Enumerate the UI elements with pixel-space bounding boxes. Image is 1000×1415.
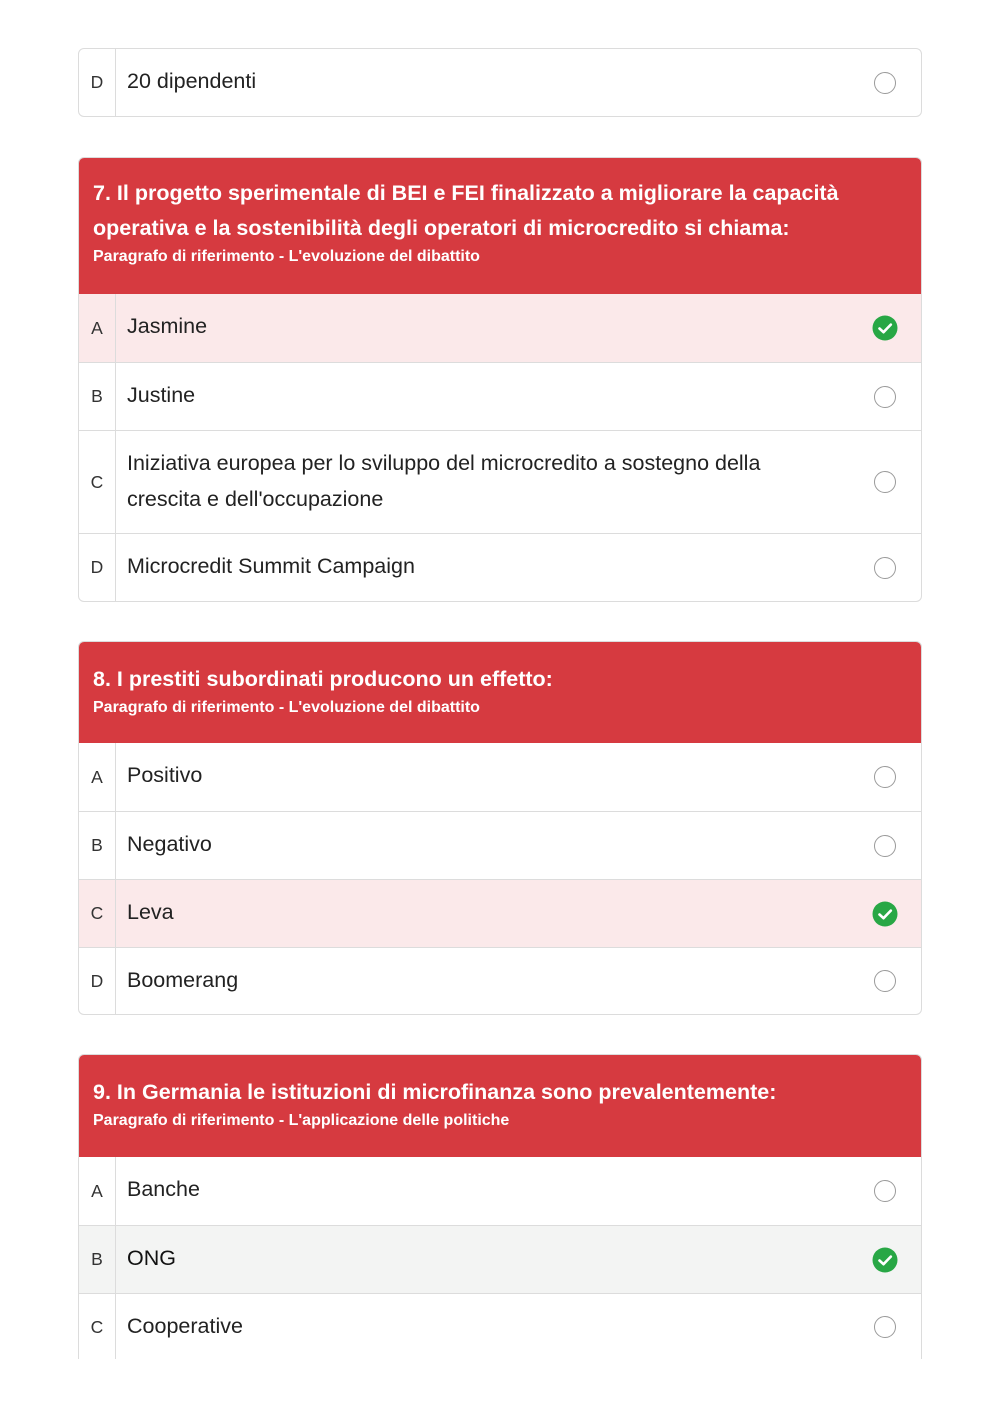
question-title: 9. In Germania le istituzioni di microfinanza sono prevalentemente: [93,1080,777,1104]
check-circle-icon[interactable] [872,315,898,341]
question-7-card [78,157,922,602]
option-row[interactable] [79,362,921,430]
option-row[interactable] [79,533,921,601]
option-letter: A [79,1157,116,1225]
radio-icon[interactable] [874,835,896,857]
option-row[interactable] [79,811,921,879]
option-row[interactable] [79,49,921,116]
option-text: Justine [127,383,196,407]
question-reference: Paragrafo di riferimento - L'applicazione delle politiche [93,1112,510,1129]
option-letter: A [79,294,116,362]
option-row[interactable] [79,1225,921,1293]
option-row[interactable] [79,1157,921,1225]
option-text: Leva [127,900,174,924]
radio-icon[interactable] [874,386,896,408]
option-row[interactable] [79,294,921,362]
check-circle-icon[interactable] [872,901,898,927]
question-reference: Paragrafo di riferimento - L'evoluzione del dibattito [93,248,480,265]
question-header [79,1055,921,1157]
option-text: Cooperative [127,1314,243,1338]
option-row[interactable] [79,1293,921,1359]
radio-icon[interactable] [874,766,896,788]
option-text: Positivo [127,763,203,787]
question-reference: Paragrafo di riferimento - L'evoluzione del dibattito [93,699,480,716]
option-letter: A [79,743,116,811]
radio-icon[interactable] [874,1180,896,1202]
option-text: Boomerang [127,968,239,992]
radio-icon[interactable] [874,1316,896,1338]
option-letter: D [79,948,116,1014]
radio-icon[interactable] [874,970,896,992]
option-letter: B [79,812,116,879]
option-letter: B [79,363,116,430]
question-title: 8. I prestiti subordinati producono un effetto: [93,667,553,691]
option-text: Jasmine [127,314,208,338]
option-row[interactable] [79,743,921,811]
question-6-card [78,48,922,117]
radio-icon[interactable] [874,557,896,579]
option-text: ONG [127,1246,176,1270]
option-row[interactable] [79,947,921,1014]
option-text: 20 dipendenti [127,69,257,93]
option-text: Negativo [127,832,212,856]
option-letter: C [79,880,116,947]
question-9-card [78,1054,922,1359]
check-circle-icon[interactable] [872,1247,898,1273]
question-8-card [78,641,922,1015]
option-letter: C [79,1294,116,1359]
radio-icon[interactable] [874,72,896,94]
question-header [79,158,921,294]
option-text: Banche [127,1177,200,1201]
question-header [79,642,921,743]
option-row[interactable] [79,879,921,947]
option-row[interactable] [79,430,921,533]
option-letter: D [79,49,116,116]
question-title: 7. Il progetto sperimentale di BEI e FEI finalizzato a migliorare la capacità operativa e la sostenibilità degli operatori di microcredito si chiama: [93,181,839,240]
option-letter: D [79,534,116,601]
option-letter: C [79,431,116,533]
option-text: Microcredit Summit Campaign [127,554,415,578]
radio-icon[interactable] [874,471,896,493]
option-text: Iniziativa europea per lo sviluppo del microcredito a sostegno della crescita e dell'occupazione [127,451,761,511]
option-letter: B [79,1226,116,1293]
